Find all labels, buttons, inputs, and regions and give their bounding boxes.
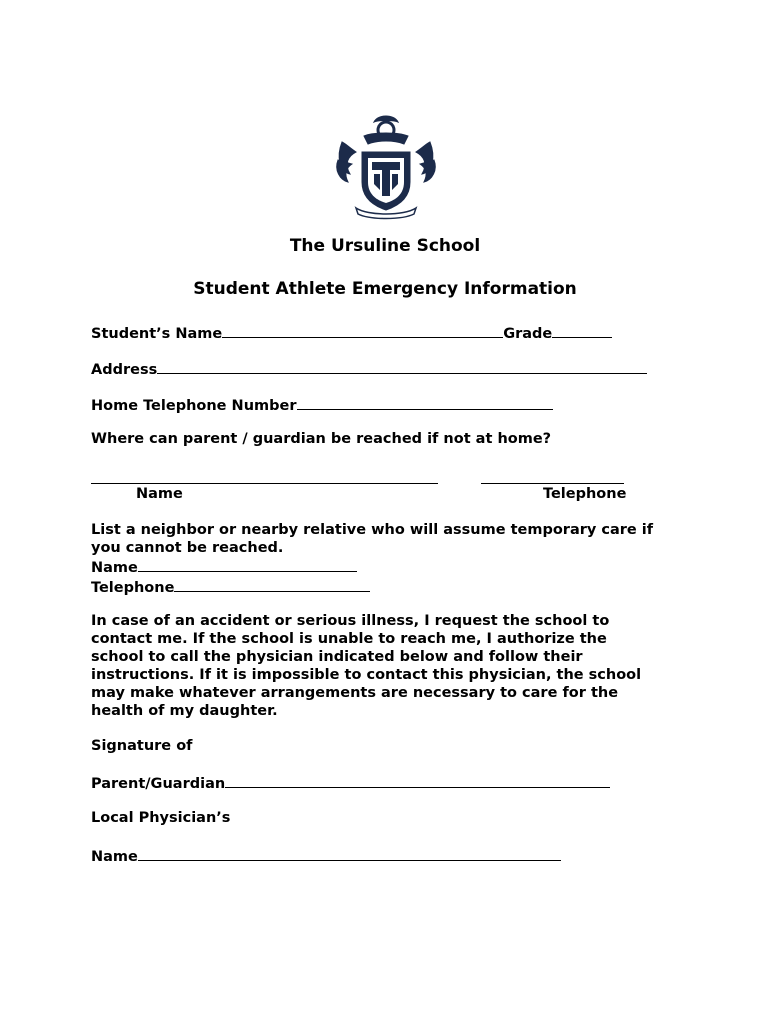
physician-row [91, 846, 561, 865]
consent-line: contact me. If the school is unable to reach me, I authorize the [91, 631, 607, 647]
neighbor-name-label: Name [91, 560, 138, 576]
col-name-label: Name [136, 486, 183, 502]
parent-telephone-field[interactable] [481, 483, 624, 484]
form-title: Student Athlete Emergency Information [193, 279, 577, 299]
address-field[interactable] [157, 359, 647, 374]
school-title: The Ursuline School [289, 236, 481, 256]
school-crest-icon [334, 112, 438, 220]
parent-question: Where can parent / guardian be reached if not at home? [91, 431, 552, 447]
col-telephone-label: Telephone [543, 486, 627, 502]
student-name-label: Student’s Name [91, 326, 223, 342]
home-phone-field[interactable] [297, 395, 553, 410]
consent-line: school to call the physician indicated below and follow their [91, 649, 583, 665]
physician-label-1: Local Physician’s [91, 810, 231, 826]
consent-line: health of my daughter. [91, 703, 278, 719]
neighbor-instruction-1: List a neighbor or nearby relative who will assume temporary care if [91, 522, 654, 538]
physician-name-field[interactable] [138, 846, 561, 861]
student-name-row [91, 323, 612, 342]
signature-label-2: Parent/Guardian [91, 776, 226, 792]
grade-field[interactable] [552, 323, 612, 338]
neighbor-name-row [91, 557, 691, 577]
neighbor-instruction-2: you cannot be reached. [91, 540, 284, 556]
address-row [91, 359, 647, 378]
physician-label-2: Name [91, 849, 138, 865]
home-phone-label: Home Telephone Number [91, 398, 297, 414]
consent-line: may make whatever arrangements are necessary to care for the [91, 685, 619, 701]
parent-name-field[interactable] [91, 483, 438, 484]
consent-line: In case of an accident or serious illness, I request the school to [91, 613, 610, 629]
home-phone-row [91, 395, 553, 414]
grade-label: Grade [503, 326, 553, 342]
consent-paragraph [91, 612, 691, 720]
signature-label-1: Signature of [91, 738, 193, 754]
consent-line: instructions. If it is impossible to contact this physician, the school [91, 667, 642, 683]
neighbor-telephone-label: Telephone [91, 580, 175, 596]
student-name-field[interactable] [222, 323, 503, 338]
address-label: Address [91, 362, 158, 378]
neighbor-name-field[interactable] [138, 557, 357, 572]
signature-row [91, 773, 610, 792]
neighbor-telephone-row [91, 577, 691, 597]
neighbor-telephone-field[interactable] [174, 577, 370, 592]
neighbor-section [91, 521, 691, 597]
signature-field[interactable] [225, 773, 610, 788]
